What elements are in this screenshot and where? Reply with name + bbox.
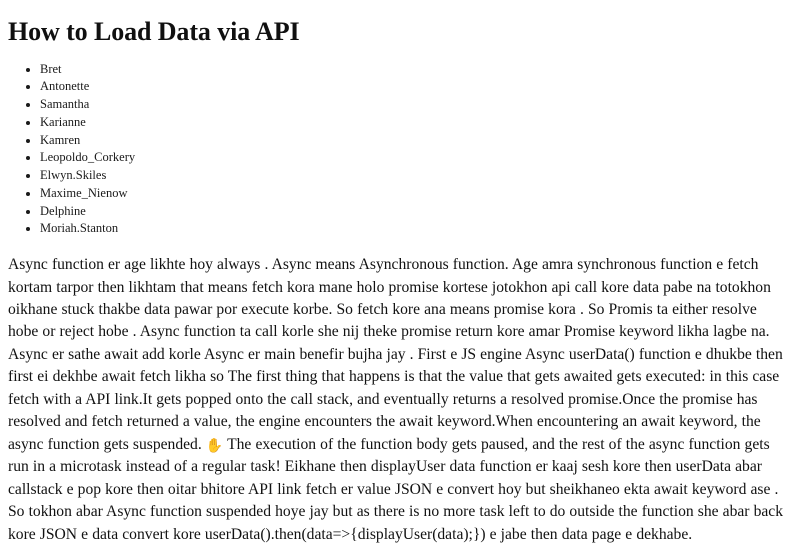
article-paragraph <box>8 254 790 546</box>
article-text-part-1: Async function er age likhte hoy always . Async means Asynchronous function. Age amra synchronous function e fetch kortam tarpor then likhtam that means fetch kora mane holo promise kortese jotokhon api call kore data pabe na totokhon oikhane stuck thakbe data pawar por execute korbe. So fetch kore ana means promise kora . So Promis ta either resolve hobe or reject hobe . Async function ta call korle she nij theke promise return kore amar Promise keyword likha lagbe na. Async er sathe await add korle Async er main benefir bujha jay . First e JS engine Async userData() function e dhukbe then first ei dekhbe await fetch likha so The first thing that happens is that the value that gets awaited gets executed: in this case fetch with a API link.It gets popped onto the call stack, and eventually returns a resolved promise.Once the promise has resolved and fetch returned a value, the engine encounters the await keyword.When encountering an await keyword, the async function gets suspended. <box>8 256 783 453</box>
page-title: How to Load Data via API <box>8 17 300 46</box>
list-item: • Kamren <box>40 132 792 150</box>
list-item: • Moriah.Stanton <box>40 220 792 238</box>
user-list <box>8 61 792 239</box>
raised-hand-emoji: ✋ <box>205 437 224 454</box>
list-item: • Karianne <box>40 114 792 132</box>
list-item: • Antonette <box>40 78 792 96</box>
article-text-part-2: The execution of the function body gets paused, and the rest of the async function gets run in a microtask instead of a regular task! Eikhane then displayUser data function er kaaj sesh kore then userData abar callstack e pop kore then oitar bhitore API link fetch er value JSON e convert hoy but sheikhaneo ekta await keyword ase . So tokhon abar Async function suspended hoye jay but as there is no more task left to do outside the function she abar back kore JSON e data convert kore userData().then(data=>{displayUser(data);}) e jabe then data page e dekhabe. <box>8 435 784 543</box>
list-item: • Samantha <box>40 96 792 114</box>
list-item: • Elwyn.Skiles <box>40 167 792 185</box>
list-item: • Maxime_Nienow <box>40 185 792 203</box>
list-item: • Bret <box>40 61 792 79</box>
list-item: • Leopoldo_Corkery <box>40 149 792 167</box>
list-item: • Delphine <box>40 203 792 221</box>
